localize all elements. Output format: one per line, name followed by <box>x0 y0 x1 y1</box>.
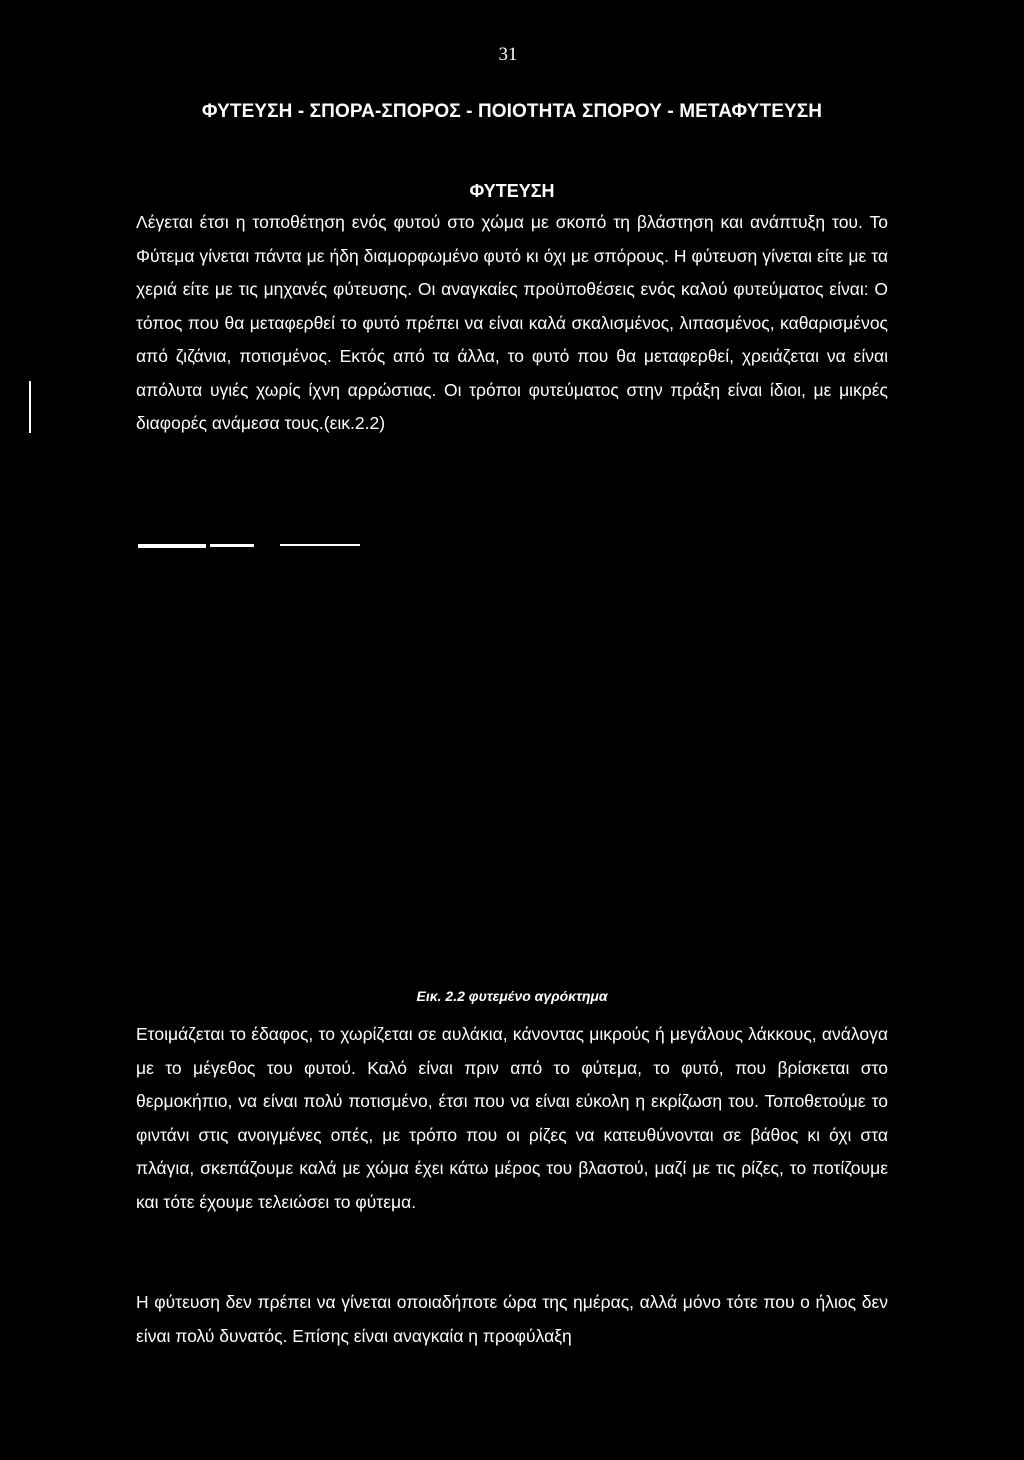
scan-artifact-line <box>210 544 254 547</box>
paragraph-intro: Λέγεται έτσι η τοποθέτηση ενός φυτού στο χώμα με σκοπό τη βλάστηση και ανάπτυξη του. Το Φύτεμα γίνεται πάντα με ήδη διαμορφωμένο φυτό κι όχι με σπόρους. Η φύτευση γίνεται είτε με τα χεριά είτε με τις μηχανές φύτευσης. Οι αναγκαίες προϋποθέσεις ενός καλού φυτεύματος είναι: Ο τόπος που θα μεταφερθεί το φυτό πρέπει να είναι καλά σκαλισμένος, λιπασμένος, καθαρισμένος από ζιζάνια, ποτισμένος. Εκτός από τα άλλα, το φυτό που θα μεταφερθεί, χρειάζεται να είναι απόλυτα υγιές χωρίς ίχνη αρρώστιας. Οι τρόποι φυτεύματος στην πράξη είναι ίδιοι, με μικρές διαφορές ανάμεσα τους.(εικ.2.2) <box>136 212 888 433</box>
page-number: 31 <box>498 44 518 65</box>
paragraph-timing: Η φύτευση δεν πρέπει να γίνεται οποιαδήποτε ώρα της ημέρας, αλλά μόνο τότε που ο ήλιος δεν είναι πολύ δυνατός. Επίσης είναι αναγκαία η προφύλαξη <box>136 1292 888 1346</box>
margin-mark <box>29 381 31 433</box>
section-heading: ΦΥΤΕΥΣΗ <box>469 181 555 201</box>
figure-image <box>136 560 888 980</box>
scan-artifact-line <box>280 544 360 546</box>
figure-caption: Εικ. 2.2 φυτεμένο αγρόκτημα <box>416 988 608 1004</box>
scan-artifact-line <box>138 544 206 548</box>
chapter-title: ΦΥΤΕΥΣΗ - ΣΠΟΡΑ-ΣΠΟΡΟΣ - ΠΟΙΟΤΗΤΑ ΣΠΟΡΟΥ - ΜΕΤΑΦΥΤΕΥΣΗ <box>201 101 823 122</box>
paragraph-procedure: Ετοιμάζεται το έδαφος, το χωρίζεται σε αυλάκια, κάνοντας μικρούς ή μεγάλους λάκκους, ανάλογα με το μέγεθος του φυτού. Καλό είναι πριν από το φύτεμα, το φυτό, που βρίσκεται στο θερμοκήπιο, να είναι πολύ ποτισμένο, έτσι που να είναι εύκολη η εκρίζωση του. Τοποθετούμε το φιντάνι στις ανοιγμένες οπές, με τρόπο που οι ρίζες να κατευθύνονται σε βάθος κι όχι στα πλάγια, σκεπάζουμε καλά με χώμα έχει κάτω μέρος του βλαστού, μαζί με τις ρίζες, το ποτίζουμε και τότε έχουμε τελειώσει το φύτεμα. <box>136 1024 888 1212</box>
